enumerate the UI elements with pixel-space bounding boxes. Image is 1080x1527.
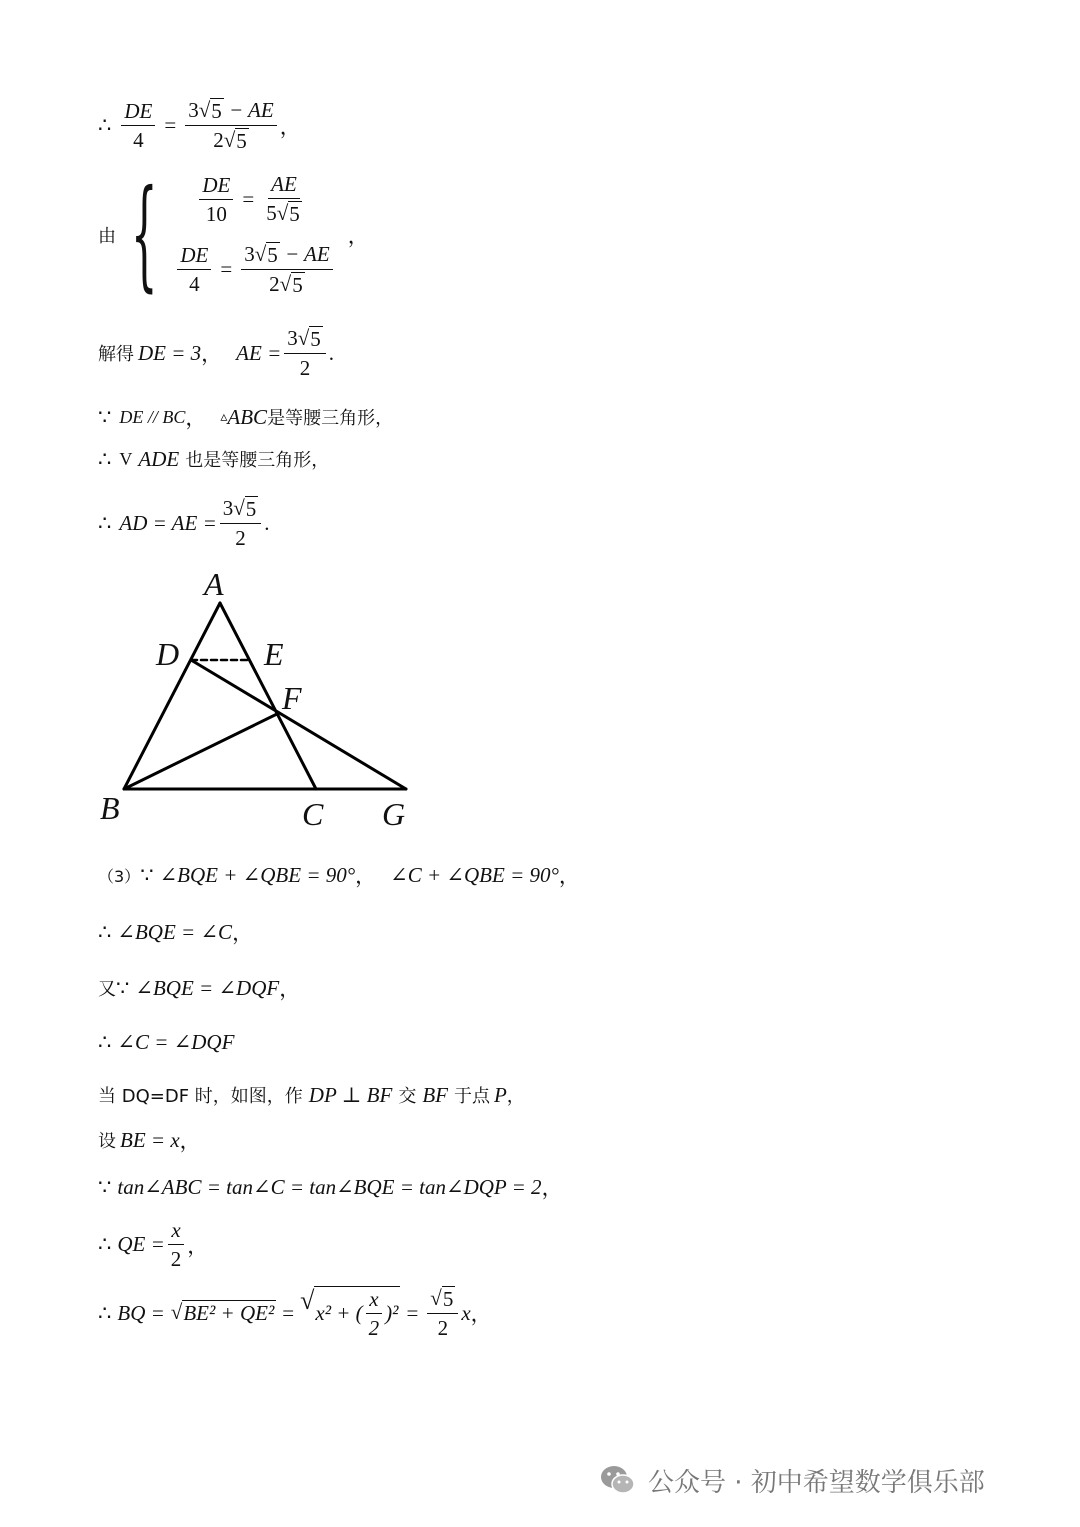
- fraction-de-over-4: $\frac{DE}{4}$: [121, 99, 155, 152]
- equation-line-14: ∴ QE = $\frac{x}{2}$ ，: [98, 1218, 209, 1272]
- segment-ac: [220, 603, 316, 789]
- system-lead: 由: [98, 225, 116, 247]
- sqrt-2: √ x² + ( $\frac{x}{2}$ )²: [300, 1286, 399, 1341]
- segment-bf: [124, 713, 279, 789]
- left-brace: {: [130, 164, 158, 304]
- label-b: B: [100, 790, 120, 826]
- label-g: G: [382, 796, 406, 832]
- equation-line-5: ∴ V ADE 也是等腰三角形，: [98, 446, 330, 471]
- therefore-symbol: ∴: [98, 113, 112, 138]
- equation-line-7: （3） ∵ ∠BQE + ∠QBE = 90° ， ∠C + ∠QBE = 90° ，: [98, 862, 580, 888]
- label-d: D: [156, 636, 180, 672]
- wechat-icon: [598, 1460, 638, 1500]
- equation-system: 由 { $\frac{DE}{10}$ = AE 5√ 5 $\frac{DE}{4}$ = 3√ 5 − AE 2√ 5 ，: [98, 164, 369, 304]
- equation-line-9: 又 ∵ ∠BQE = ∠DQF ，: [98, 975, 301, 1001]
- equation-line-4: ∵ DE // BC ， ▵ ABC 是等腰三角形，: [98, 404, 394, 430]
- segment-ab: [124, 603, 220, 789]
- label-f: F: [282, 680, 302, 716]
- equation-line-11: 当 DQ=DF 时，如图，作 DP ⊥ BF 交 BF 于点 P ，: [98, 1082, 525, 1107]
- system-row-2: $\frac{DE}{4}$ = 3√ 5 − AE 2√ 5: [174, 242, 335, 297]
- footer-label: 公众号 · 初中希望数学俱乐部: [648, 1467, 985, 1498]
- label-e: E: [264, 636, 284, 672]
- equation-line-12: 设 BE = x ，: [98, 1127, 201, 1153]
- system-row-1: $\frac{DE}{10}$ = AE 5√ 5: [196, 172, 335, 226]
- equation-line-15: ∴ BQ = √ BE² + QE² = √ x² + ( $\frac{x}{2}$ )² = √ 5 2 x ，: [98, 1286, 492, 1341]
- sqrt-1: √ BE² + QE²: [170, 1300, 275, 1326]
- equation-line-13: ∵ tan∠ABC = tan∠C = tan∠BQE = tan∠DQP = 2 ，: [98, 1174, 563, 1200]
- fraction-rhs: 3√ 5 − AE 2√ 5: [185, 98, 276, 153]
- equation-line-10: ∴ ∠C = ∠DQF: [98, 1030, 235, 1054]
- equation-line-1: ∴ $\frac{DE}{4}$ = 3√ 5 − AE 2√ 5 ，: [98, 98, 301, 154]
- equation-line-3: 解得 DE = 3 ， AE = 3√ 5 2 .: [98, 326, 335, 381]
- equation-line-6: ∴ AD = AE = 3√ 5 2 .: [98, 496, 270, 551]
- label-c: C: [302, 796, 324, 832]
- wechat-footer: [598, 1460, 985, 1500]
- triangle-figure: [90, 565, 430, 835]
- label-a: A: [204, 566, 224, 602]
- equation-line-8: ∴ ∠BQE = ∠C ，: [98, 919, 254, 945]
